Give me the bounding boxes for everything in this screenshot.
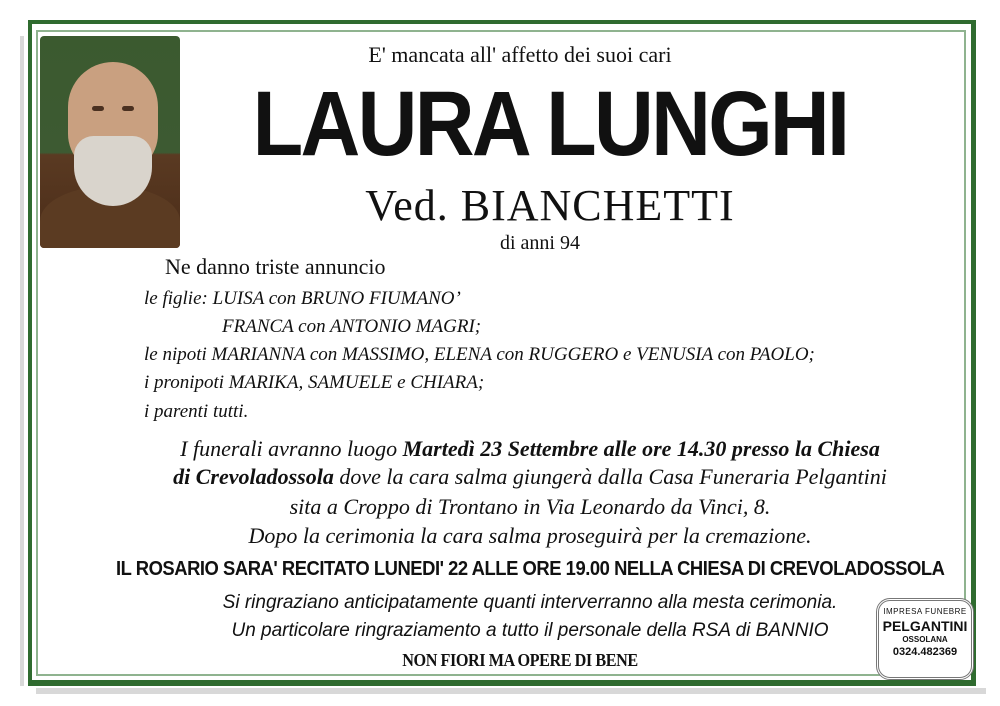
funeral-date: Martedì 23 Settembre alle ore 14.30 presso la Chiesa <box>402 436 880 461</box>
funeral-line-3: sita a Croppo di Trontano in Via Leonardo da Vinci, 8. <box>289 494 771 519</box>
logo-name: PELGANTINI <box>882 618 968 634</box>
relatives-line: le figlie: LUISA con BRUNO FIUMANO’ <box>144 288 461 309</box>
funeral-text: dove la cara salma giungerà dalla Casa Funeraria Pelgantini <box>333 464 887 489</box>
funeral-church: di Crevoladossola <box>173 464 334 489</box>
relatives-line: i parenti tutti. <box>144 401 249 422</box>
married-name: Ved. BIANCHETTI <box>365 181 735 230</box>
frame-shadow-left <box>20 36 24 686</box>
frame-shadow-bottom <box>36 688 986 694</box>
logo-sub: OSSOLANA <box>902 635 948 644</box>
intro-text: E' mancata all' affetto dei suoi cari <box>368 42 672 67</box>
deceased-name: LAURA LUNGHI <box>252 73 848 175</box>
announce-text: Ne danno triste annuncio <box>165 254 386 279</box>
thanks-line: Un particolare ringraziamento a tutto il personale della RSA di BANNIO <box>231 620 829 641</box>
relatives-line: le nipoti MARIANNA con MASSIMO, ELENA con RUGGERO e VENUSIA con PAOLO; <box>144 344 815 365</box>
thanks-line: Si ringraziano anticipatamente quanti interverranno alla mesta cerimonia. <box>222 592 838 613</box>
logo-top: IMPRESA FUNEBRE <box>883 607 967 616</box>
age-text: di anni 94 <box>500 232 580 254</box>
logo-phone: 0324.482369 <box>892 646 958 658</box>
funeral-line-1 <box>100 436 960 462</box>
funeral-home-logo <box>876 598 974 680</box>
funeral-line-2 <box>100 464 960 490</box>
no-flowers-text: NON FIORI MA OPERE DI BENE <box>402 650 638 670</box>
funeral-text: I funerali avranno luogo <box>180 436 403 461</box>
relatives-line: i pronipoti MARIKA, SAMUELE e CHIARA; <box>144 372 485 393</box>
funeral-line-4: Dopo la cerimonia la cara salma proseguirà per la cremazione. <box>248 523 812 548</box>
rosary-notice: IL ROSARIO SARA' RECITATO LUNEDI' 22 ALLE ORE 19.00 NELLA CHIESA DI CREVOLADOSSOLA <box>116 558 945 580</box>
relatives-line: FRANCA con ANTONIO MAGRI; <box>222 316 482 337</box>
portrait-photo <box>40 36 180 248</box>
